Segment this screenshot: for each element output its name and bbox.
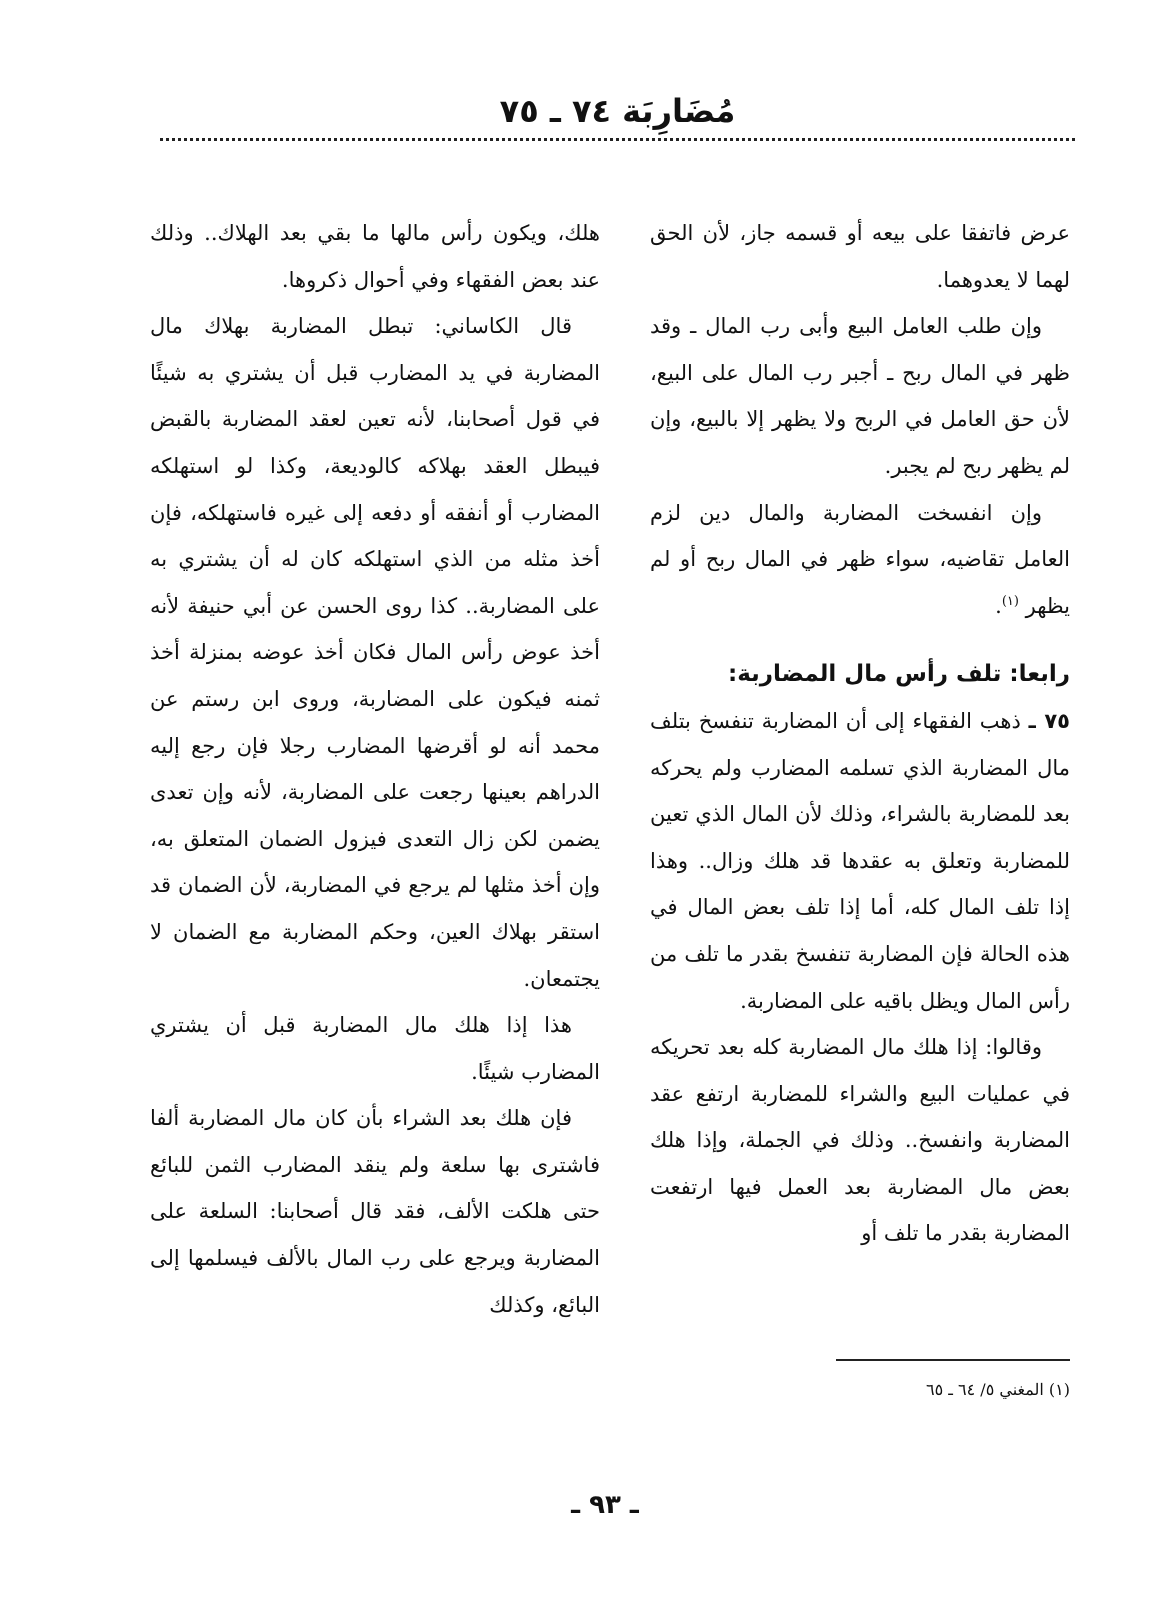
right-text-column [650,210,1070,1405]
footnote-rule [836,1359,1070,1361]
footnote-marker: (١) [1001,593,1019,609]
right-paragraph-3 [650,490,1070,630]
footnote: (١) المغني ٥/ ٦٤ ـ ٦٥ [925,1380,1070,1399]
right-paragraph-2: وإن طلب العامل البيع وأبى رب المال ـ وقد ظهر في المال ربح ـ أجبر رب المال على البيع، لأن حق العامل في الربح ولا يظهر إلا بالبيع، وإن لم يظهر ربح لم يجبر. [650,314,1070,478]
page-number: ـ ٩٣ ـ [571,1490,639,1520]
section-heading: رابعا: تلف رأس مال المضاربة: [728,661,1070,688]
left-text-column [150,210,600,1440]
right-paragraph-4 [650,698,1070,1024]
left-paragraph-2: قال الكاساني: تبطل المضاربة بهلاك مال المضاربة في يد المضارب قبل أن يشتري به شيئًا في قول أصحابنا، لأنه تعين لعقد المضاربة بالقبض فيبطل العقد بهلاكه كالوديعة، وكذا لو استهلكه المضارب أو أنفقه أو دفعه إلى غيره فاستهلكه، فإن أخذ مثله من الذي استهلكه كان له أن يشتري به على المضاربة.. كذا روى الحسن عن أبي حنيفة لأنه أخذ عوض رأس المال فكان أخذ عوضه بمنزلة أخذ ثمنه فيكون على المضاربة، وروى ابن رستم عن محمد أنه لو أقرضها المضارب رجلا فإن رجع إليه الدراهم بعينها رجعت على المضاربة، لأنه وإن تعدى يضمن لكن زال التعدى فيزول الضمان المتعلق به، وإن أخذ مثلها لم يرجع في المضاربة، لأن الضمان قد استقر بهلاك العين، وحكم المضاربة مع الضمان لا يجتمعان. [150,314,600,991]
right-paragraph-5: وقالوا: إذا هلك مال المضاربة كله بعد تحريكه في عمليات البيع والشراء للمضاربة ارتفع عقد المضاربة وانفسخ.. وذلك في الجملة، وإذا هلك بعض مال المضاربة بعد العمل فيها ارتفعت المضاربة بقدر ما تلف أو [650,1035,1070,1246]
left-paragraph-1: هلك، ويكون رأس مالها ما بقي بعد الهلاك.. وذلك عند بعض الفقهاء وفي أحوال ذكروها. [150,221,600,292]
section-gap [650,629,1070,651]
paragraph-number: ٧٥ ـ [1028,708,1070,733]
right-paragraph-3-end: . [995,593,1002,618]
right-paragraph-1: عرض فاتفقا على بيعه أو قسمه جاز، لأن الحق لهما لا يعدوهما. [650,221,1070,292]
right-paragraph-4-text: ذهب الفقهاء إلى أن المضاربة تنفسخ بتلف مال المضاربة الذي تسلمه المضارب ولم يحركه بعد للمضاربة بالشراء، وذلك لأن المال الذي تعين للمضاربة وتعلق به عقدها قد هلك وزال.. وهذا إذا تلف المال كله، أما إذا تلف بعض المال في هذه الحالة فإن المضاربة تنفسخ بقدر ما تلف من رأس المال ويظل باقيه على المضاربة. [650,708,1070,1013]
running-header: مُضَارِبَة ٧٤ ـ ٧٥ [499,92,736,130]
left-paragraph-3: هذا إذا هلك مال المضاربة قبل أن يشتري المضارب شيئًا. [150,1013,600,1084]
header-dotted-rule [160,138,1075,141]
right-paragraph-3-text: وإن انفسخت المضاربة والمال دين لزم العامل تقاضيه، سواء ظهر في المال ربح أو لم يظهر [650,500,1070,618]
left-paragraph-4: فإن هلك بعد الشراء بأن كان مال المضاربة ألفا فاشترى بها سلعة ولم ينقد المضارب الثمن للبائع حتى هلكت الألف، فقد قال أصحابنا: السلعة على المضاربة ويرجع على رب المال بالألف فيسلمها إلى البائع، وكذلك [150,1106,600,1317]
